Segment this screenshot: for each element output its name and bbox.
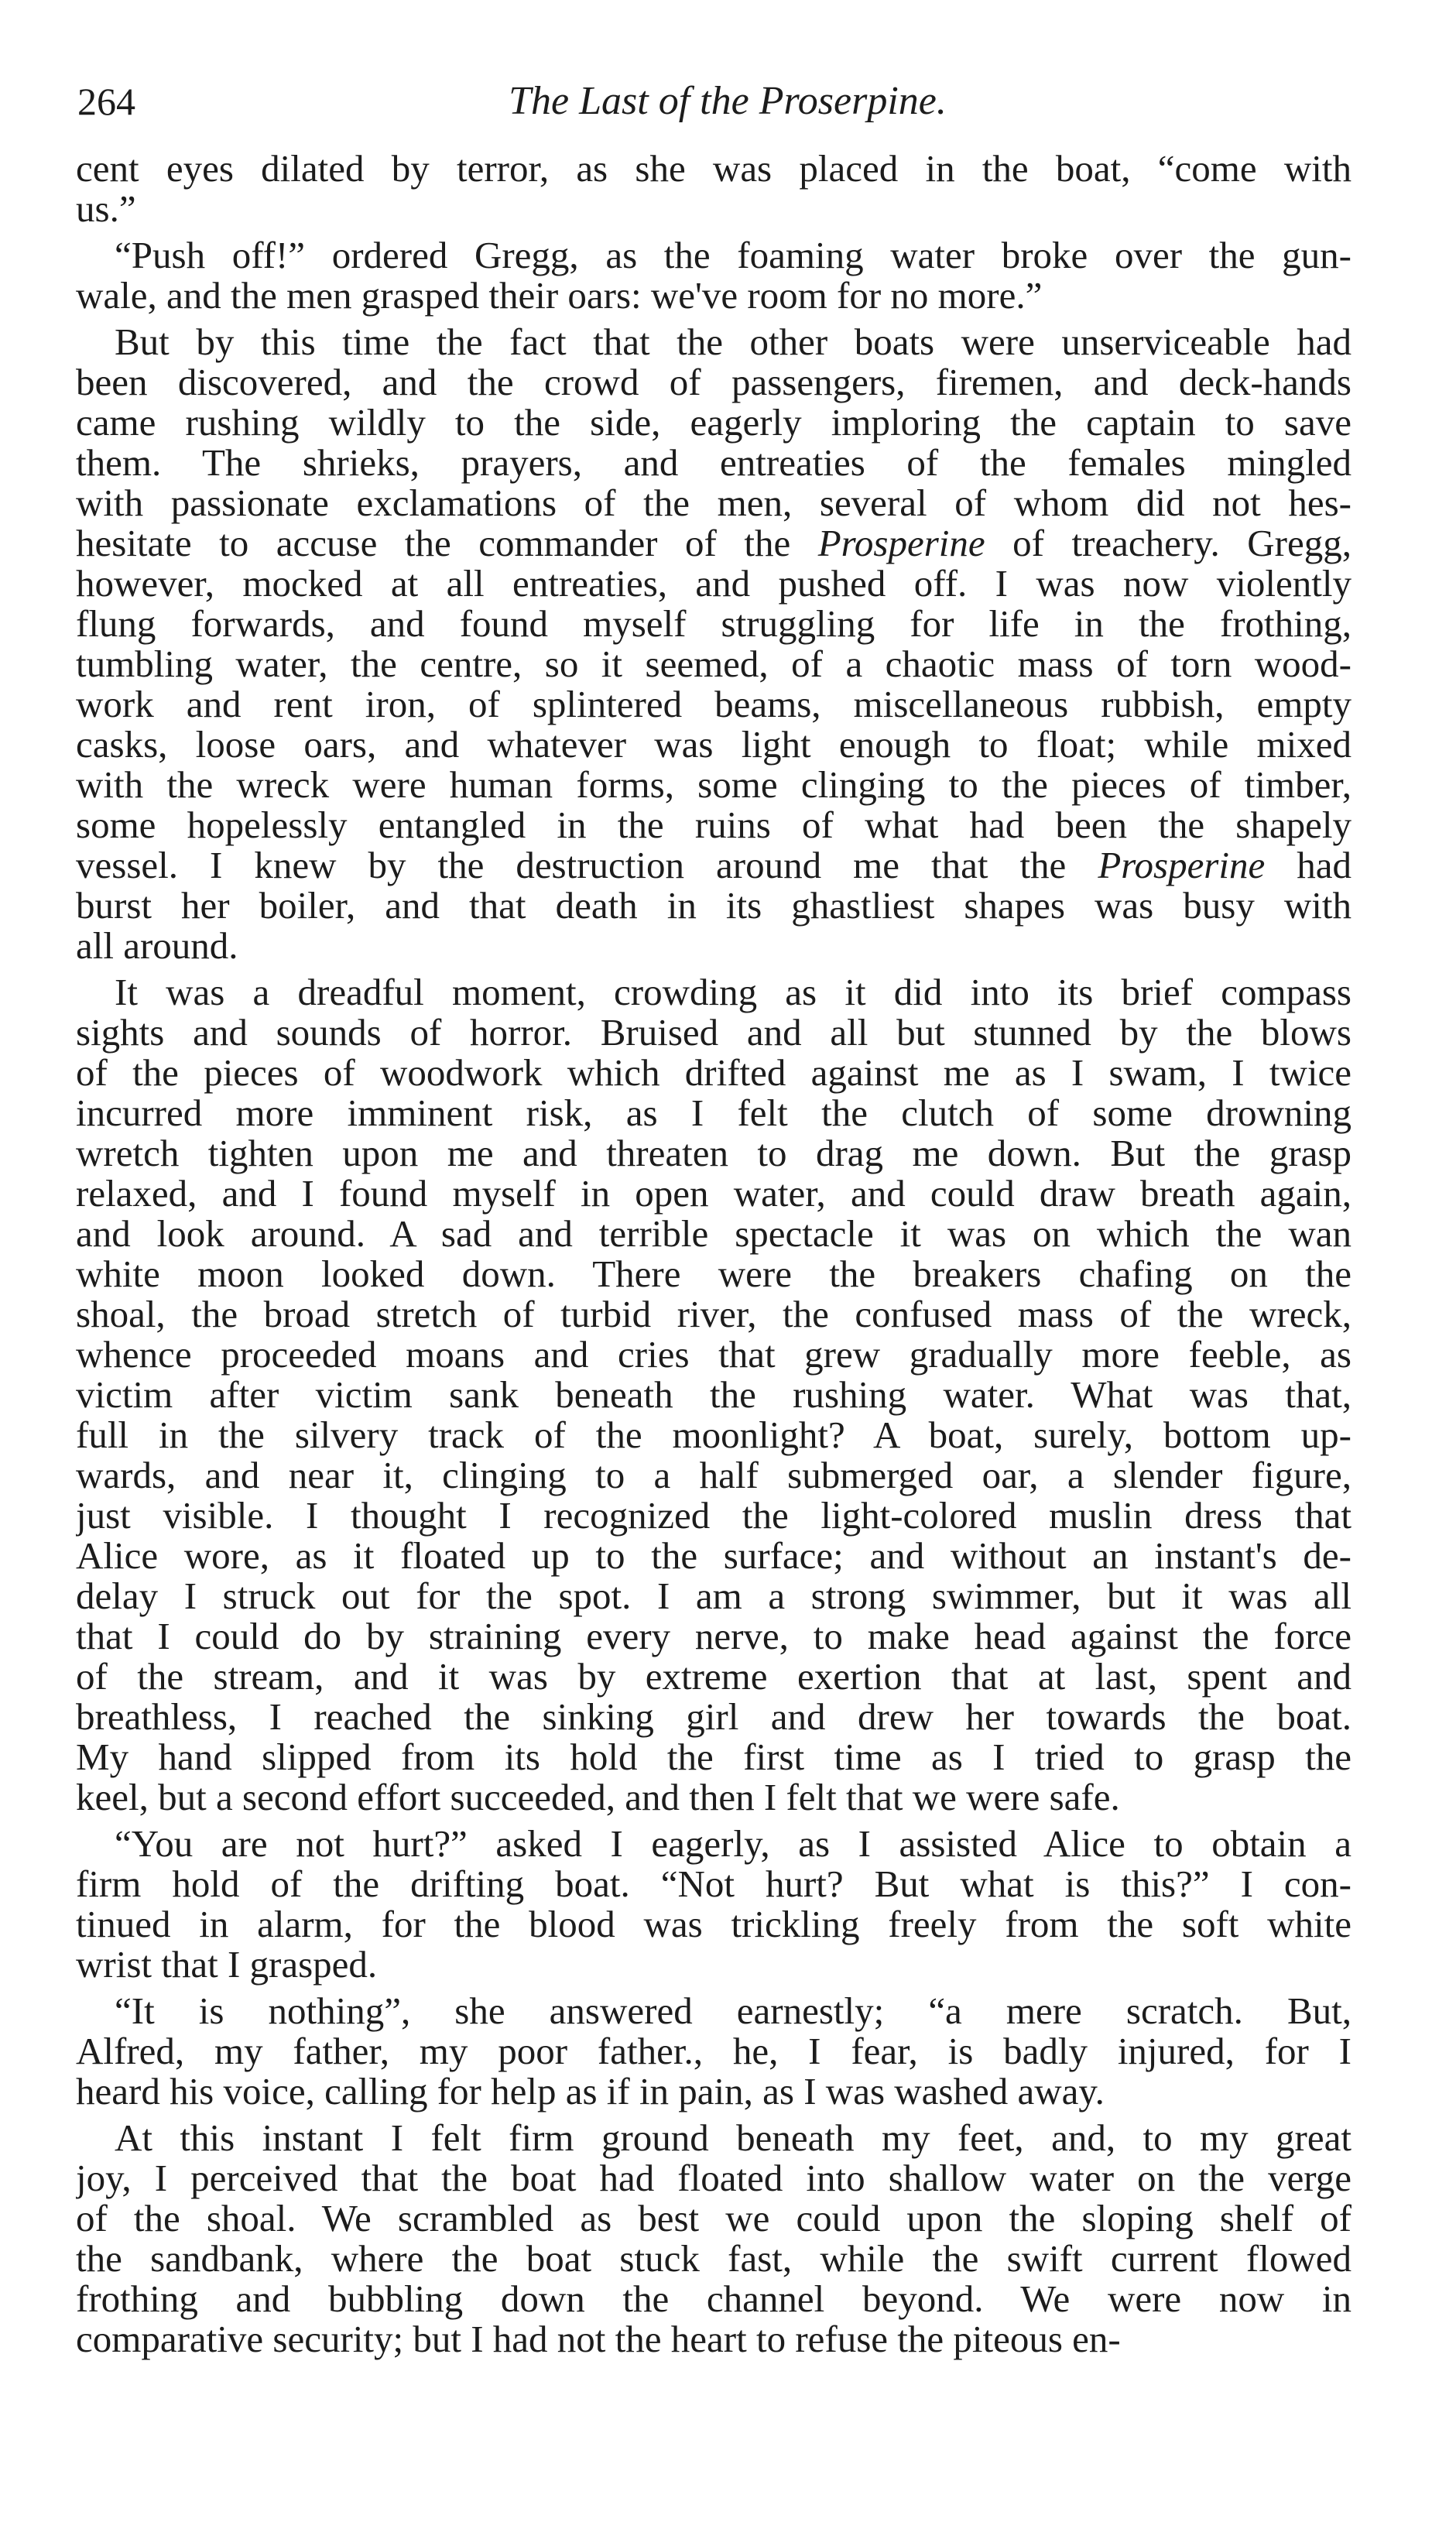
text-line: just visible. I thought I recognized the light-colored muslin dress that xyxy=(76,1494,1352,1537)
text-line: came rushing wildly to the side, eagerly imploring the captain to save xyxy=(76,401,1352,444)
text-line: of the stream, and it was by extreme exertion that at last, spent and xyxy=(76,1655,1352,1698)
text-line: work and rent iron, of splintered beams, miscellaneous rubbish, empty xyxy=(76,683,1352,725)
text-line: Alfred, my father, my poor father., he, I fear, is badly injured, for I xyxy=(76,2030,1352,2072)
text-line: however, mocked at all entreaties, and pushed off. I was now violently xyxy=(76,562,1352,605)
text-line: At this instant I felt firm ground beneath my feet, and, to my great xyxy=(115,2116,1352,2159)
text-line: incurred more imminent risk, as I felt the clutch of some drowning xyxy=(76,1091,1352,1134)
text-line: “Push off!” ordered Gregg, as the foaming water broke over the gun- xyxy=(115,234,1352,276)
text-line: wards, and near it, clinging to a half submerged oar, a slender figure, xyxy=(76,1454,1352,1496)
text-line: cent eyes dilated by terror, as she was placed in the boat, “come with xyxy=(76,149,1352,190)
text-line: frothing and bubbling down the channel beyond. We were now in xyxy=(76,2277,1352,2320)
paragraph xyxy=(76,1824,1352,1985)
text-line: “It is nothing”, she answered earnestly; “a mere scratch. But, xyxy=(115,1989,1352,2032)
text-line: “You are not hurt?” asked I eagerly, as I assisted Alice to obtain a xyxy=(115,1822,1352,1865)
text-line: It was a dreadful moment, crowding as it did into its brief compass xyxy=(115,971,1352,1013)
running-title: The Last of the Proserpine. xyxy=(509,79,947,123)
text-line: whence proceeded moans and cries that grew gradually more feeble, as xyxy=(76,1333,1352,1376)
text-line: My hand slipped from its hold the first time as I tried to grasp the xyxy=(76,1736,1352,1778)
text-line: burst her boiler, and that death in its ghastliest shapes was busy with xyxy=(76,884,1352,927)
text-line: breathless, I reached the sinking girl and drew her towards the boat. xyxy=(76,1695,1352,1738)
text-line: sights and sounds of horror. Bruised and all but stunned by the blows xyxy=(76,1011,1352,1054)
text-line: vessel. I knew by the destruction around me that the Prosperine had xyxy=(76,844,1352,886)
text-line: relaxed, and I found myself in open water, and could draw breath again, xyxy=(76,1172,1352,1215)
paragraph xyxy=(76,2118,1352,2359)
text-line: wale, and the men grasped their oars: we've room for no more.” xyxy=(76,274,1043,317)
text-line: of the pieces of woodwork which drifted against me as I swam, I twice xyxy=(76,1051,1352,1094)
text-line: wretch tighten upon me and threaten to drag me down. But the grasp xyxy=(76,1132,1352,1174)
text-line: But by this time the fact that the other boats were unserviceable had xyxy=(115,320,1352,363)
page-number: 264 xyxy=(77,80,135,123)
text-line: tumbling water, the centre, so it seemed, of a chaotic mass of torn wood- xyxy=(76,642,1352,685)
text-line: white moon looked down. There were the breakers chafing on the xyxy=(76,1252,1352,1295)
body-text xyxy=(76,149,1352,2463)
paragraph xyxy=(76,149,1352,229)
text-line: joy, I perceived that the boat had floated into shallow water on the verge xyxy=(76,2157,1352,2199)
text-line: us.” xyxy=(76,187,136,230)
text-line: full in the silvery track of the moonlight? A boat, surely, bottom up- xyxy=(76,1413,1352,1456)
text-line: all around. xyxy=(76,924,238,967)
text-line: delay I struck out for the spot. I am a strong swimmer, but it was all xyxy=(76,1575,1352,1617)
text-line: with passionate exclamations of the men, several of whom did not hes- xyxy=(76,481,1352,524)
paragraph xyxy=(76,322,1352,966)
text-line: with the wreck were human forms, some clinging to the pieces of timber, xyxy=(76,763,1352,806)
running-head xyxy=(77,74,1347,128)
paragraph xyxy=(76,972,1352,1818)
text-line: victim after victim sank beneath the rushing water. What was that, xyxy=(76,1373,1352,1416)
text-line: flung forwards, and found myself struggling for life in the frothing, xyxy=(76,602,1352,645)
text-line: casks, loose oars, and whatever was light enough to float; while mixed xyxy=(76,723,1352,766)
text-line: heard his voice, calling for help as if in pain, as I was washed away. xyxy=(76,2070,1105,2113)
text-line: comparative security; but I had not the heart to refuse the piteous en- xyxy=(76,2318,1121,2360)
paragraph xyxy=(76,235,1352,316)
text-line: shoal, the broad stretch of turbid river, the confused mass of the wreck, xyxy=(76,1293,1352,1335)
text-line: Alice wore, as it floated up to the surface; and without an instant's de- xyxy=(76,1534,1352,1577)
ship-name: Prosperine xyxy=(817,522,985,564)
text-line: them. The shrieks, prayers, and entreaties of the females mingled xyxy=(76,441,1352,484)
text-line: hesitate to accuse the commander of the Prosperine of treachery. Gregg, xyxy=(76,522,1352,564)
text-line: some hopelessly entangled in the ruins of what had been the shapely xyxy=(76,804,1352,846)
text-line: tinued in alarm, for the blood was trickling freely from the soft white xyxy=(76,1903,1352,1945)
text-line: and look around. A sad and terrible spectacle it was on which the wan xyxy=(76,1212,1352,1255)
text-line: the sandbank, where the boat stuck fast, while the swift current flowed xyxy=(76,2237,1352,2280)
text-line: been discovered, and the crowd of passengers, firemen, and deck-hands xyxy=(76,361,1352,403)
ship-name: Prosperine xyxy=(1098,844,1266,886)
text-line: keel, but a second effort succeeded, and then I felt that we were safe. xyxy=(76,1776,1120,1818)
text-line: firm hold of the drifting boat. “Not hurt? But what is this?” I con- xyxy=(76,1862,1352,1905)
text-line: wrist that I grasped. xyxy=(76,1943,378,1986)
text-line: that I could do by straining every nerve, to make head against the force xyxy=(76,1615,1352,1657)
paragraph xyxy=(76,1991,1352,2112)
text-line: of the shoal. We scrambled as best we could upon the sloping shelf of xyxy=(76,2197,1352,2239)
